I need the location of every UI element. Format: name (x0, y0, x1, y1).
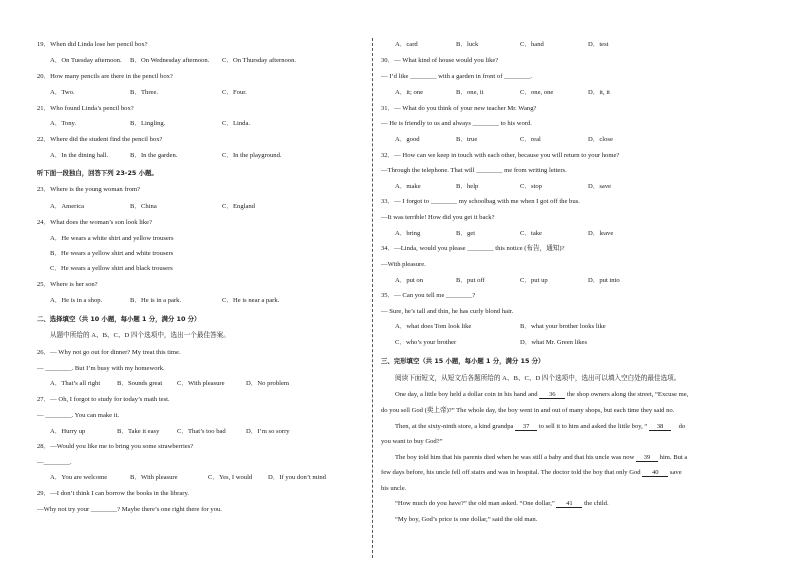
cloze-text: The boy told him that his parents died when he was still a baby and that his uncle was now (395, 454, 635, 461)
section2-instruction: 从题中所给的 A、B、C、D 四个选项中，选出一个最佳答案。 (50, 332, 230, 339)
q32-option-a: A．make (395, 183, 421, 190)
q30-line2: — I’d like ________ with a garden in front of ________. (381, 73, 533, 80)
q22-option-b: B．In the garden. (130, 152, 178, 159)
q24-stem: 24．What does the woman’s son look like? (37, 219, 153, 226)
q27-option-b: B．Take it easy (117, 428, 160, 435)
q32-option-b: B．help (456, 183, 479, 190)
q21-option-c: C．Linda. (222, 120, 251, 127)
q23-option-b: B．China (130, 203, 157, 210)
cloze-text: save (669, 469, 682, 476)
q27-line1: 27．— Oh, I forgot to study for today’s math test. (37, 396, 170, 403)
q30-line1: 30．— What kind of house would you like? (381, 57, 499, 64)
q28-line2: —________. (37, 459, 72, 466)
q34-option-a: A．put on (395, 277, 424, 284)
q22-option-a: A．In the dining hall. (50, 152, 109, 159)
q22-option-c: C．In the playground. (222, 152, 282, 159)
q23-option-a: A．America (50, 203, 85, 210)
blank-37: 37 (515, 423, 537, 431)
q34-line1: 34．—Linda, would you please ________ this notice (布告，通知)? (381, 245, 565, 252)
q35-line1: 35．— Can you tell me ________? (381, 292, 476, 299)
q35-option-b: B．what your brother looks like (520, 323, 606, 330)
cloze-para1-line1 (395, 391, 688, 399)
q30-option-b: B．one, it (456, 89, 484, 96)
q33-option-d: D．leave (588, 230, 614, 237)
q31-line1: 31．— What do you think of your new teacher Mr. Wang? (381, 105, 537, 112)
cloze-para3-line1 (395, 454, 687, 462)
q29-line1: 29．—I don’t think I can borrow the books in the library. (37, 490, 189, 497)
q25-option-a: A．He is in a shop. (50, 297, 103, 304)
q19-option-a: A．On Tuesday afternoon. (50, 57, 122, 64)
cloze-para4-line1 (395, 500, 609, 508)
q28-option-b: B．With pleasure (130, 474, 178, 481)
blank-36: 36 (539, 391, 565, 399)
q19-stem: 19．When did Linda lose her pencil box? (37, 41, 148, 48)
q27-line2: — ________. You can make it. (37, 412, 120, 419)
q34-option-c: C．put up (520, 277, 548, 284)
q32-option-c: C．stop (520, 183, 542, 190)
cloze-para2-line2: you want to buy God?” (381, 438, 443, 445)
q21-option-a: A．Tony. (50, 120, 77, 127)
cloze-para2-line1 (395, 423, 685, 431)
blank-38: 38 (649, 423, 671, 431)
q29-option-c: C．hand (520, 41, 544, 48)
cloze-text: him. But a (659, 454, 688, 461)
section3-heading: 三、完形填空（共 15 小题，每小题 1 分，满分 15 分） (381, 357, 545, 365)
cloze-para3-line3: his uncle. (381, 485, 407, 492)
q31-option-a: A．good (395, 136, 420, 143)
q20-option-a: A．Two. (50, 89, 75, 96)
q33-option-a: A．bring (395, 230, 421, 237)
q19-option-b: B．On Wednesday afternoon. (130, 57, 210, 64)
cloze-text: “How much do you have?” the old man asked. “One dollar,” (395, 500, 555, 507)
q29-line2: —Why not try your ________? Maybe there’s one right there for you. (37, 506, 222, 513)
q26-option-a: A．That’s all right (50, 380, 101, 387)
q32-option-d: D．save (588, 183, 612, 190)
q23-stem: 23．Where is the young woman from? (37, 186, 141, 193)
q35-option-a: A．what does Tom look like (395, 323, 472, 330)
q29-option-a: A．card (395, 41, 418, 48)
q29-option-b: B．luck (456, 41, 479, 48)
q30-option-a: A．it; one (395, 89, 424, 96)
q31-option-c: C．real (520, 136, 541, 143)
blank-39: 39 (636, 454, 658, 462)
q20-option-c: C．Four. (222, 89, 247, 96)
q28-option-d: D．If you don’t mind (268, 474, 326, 481)
cloze-text: the shop owners along the street, “Excuse me, (566, 391, 689, 398)
cloze-para3-line2 (381, 469, 682, 477)
q35-option-d: D．what Mr. Green likes (520, 339, 588, 346)
q26-option-d: D．No problem (246, 380, 290, 387)
q24-option-a: A．He wears a white shirt and yellow trousers (50, 235, 174, 242)
q26-option-b: B．Sounds great (117, 380, 163, 387)
q27-option-d: D．I’m so sorry (246, 428, 290, 435)
q31-option-d: D．close (588, 136, 613, 143)
q29-option-d: D．test (588, 41, 609, 48)
q31-option-b: B．true (456, 136, 478, 143)
q27-option-c: C．That’s too bad (177, 428, 226, 435)
cloze-text: the child. (584, 500, 609, 507)
q34-option-b: B．put off (456, 277, 485, 284)
q19-option-c: C．On Thursday afternoon. (222, 57, 297, 64)
q35-option-c: C．who’s your brother (395, 339, 457, 346)
q25-stem: 25．Where is her son? (37, 281, 98, 288)
q23-option-c: C．England (222, 203, 255, 210)
q34-line2: —With pleasure. (381, 261, 426, 268)
q31-line2: — He is friendly to us and always ________ to his word. (381, 120, 532, 127)
q35-line2: — Sure, he’s tall and thin, he has curly blond hair. (381, 308, 514, 315)
cloze-text: Then, at the sixty-ninth store, a kind grandpa (395, 423, 514, 430)
q30-option-c: C．one, one (520, 89, 554, 96)
q24-option-b: B．He wears a yellow shirt and white trousers (50, 250, 174, 257)
q25-option-b: B．He is in a park. (130, 297, 182, 304)
q33-line1: 33．— I forgot to ________ my schoolbag with me when I got off the bus. (381, 198, 580, 205)
column-divider (372, 38, 373, 558)
q25-option-c: C．He is near a park. (222, 297, 280, 304)
section2-heading: 二、选择填空（共 10 小题，每小题 1 分，满分 10 分） (37, 315, 201, 323)
q26-line2: — ________. But I’m busy with my homework. (37, 365, 165, 372)
q28-option-a: A．You are welcome (50, 474, 108, 481)
q32-line2: —Through the telephone. That will ________ me from writing letters. (381, 167, 567, 174)
section3-instruction: 阅读下面短文，从短文后各题所给的 A、B、C、D 四个选项中，选出可以填入空白处的最佳选项。 (395, 375, 681, 382)
cloze-text: do (678, 423, 686, 430)
q30-option-d: D．it, it (588, 89, 610, 96)
q33-option-c: C．take (520, 230, 542, 237)
q33-option-b: B．get (456, 230, 476, 237)
blank-41: 41 (556, 500, 582, 508)
q26-line1: 26．— Why not go out for dinner? My treat this time. (37, 349, 181, 356)
q27-option-a: A．Hurry up (50, 428, 86, 435)
cloze-text: One day, a little boy held a dollar coin in his hand and (395, 391, 538, 398)
q28-line1: 28．—Would you like me to bring you some strawberries? (37, 443, 194, 450)
q21-option-b: B．Lingling. (130, 120, 166, 127)
q24-option-c: C．He wears a yellow shirt and black trousers (50, 265, 173, 272)
cloze-text: to sell it to him and asked the little boy, “ (538, 423, 648, 430)
q20-option-b: B．Three. (130, 89, 159, 96)
q22-stem: 22．Where did the student find the pencil box? (37, 136, 163, 143)
q20-stem: 20．How many pencils are there in the pencil box? (37, 73, 173, 80)
blank-40: 40 (642, 469, 668, 477)
cloze-para1-line2: do you sell God (卖上帝)?” The whole day, the boy went in and out of many shops, but each time they said no. (381, 407, 675, 414)
q33-line2: —It was terrible! How did you get it back? (381, 214, 495, 221)
q21-stem: 21．Who found Linda’s pencil box? (37, 105, 134, 112)
q26-option-c: C．With pleasure (177, 380, 225, 387)
q32-line1: 32．— How can we keep in touch with each other, because you will return to your home? (381, 152, 620, 159)
cloze-para5: “My boy, God’s price is one dollar,” said the old man. (395, 516, 538, 523)
q34-option-d: D．put into (588, 277, 620, 284)
listening-heading: 听下面一段独白，回答下列 23-25 小题。 (37, 169, 158, 177)
q28-option-c: C．Yes, I would (208, 474, 253, 481)
cloze-text: few days before, his uncle fell off stairs and was in hospital. The doctor told the boy that only God (381, 469, 641, 476)
